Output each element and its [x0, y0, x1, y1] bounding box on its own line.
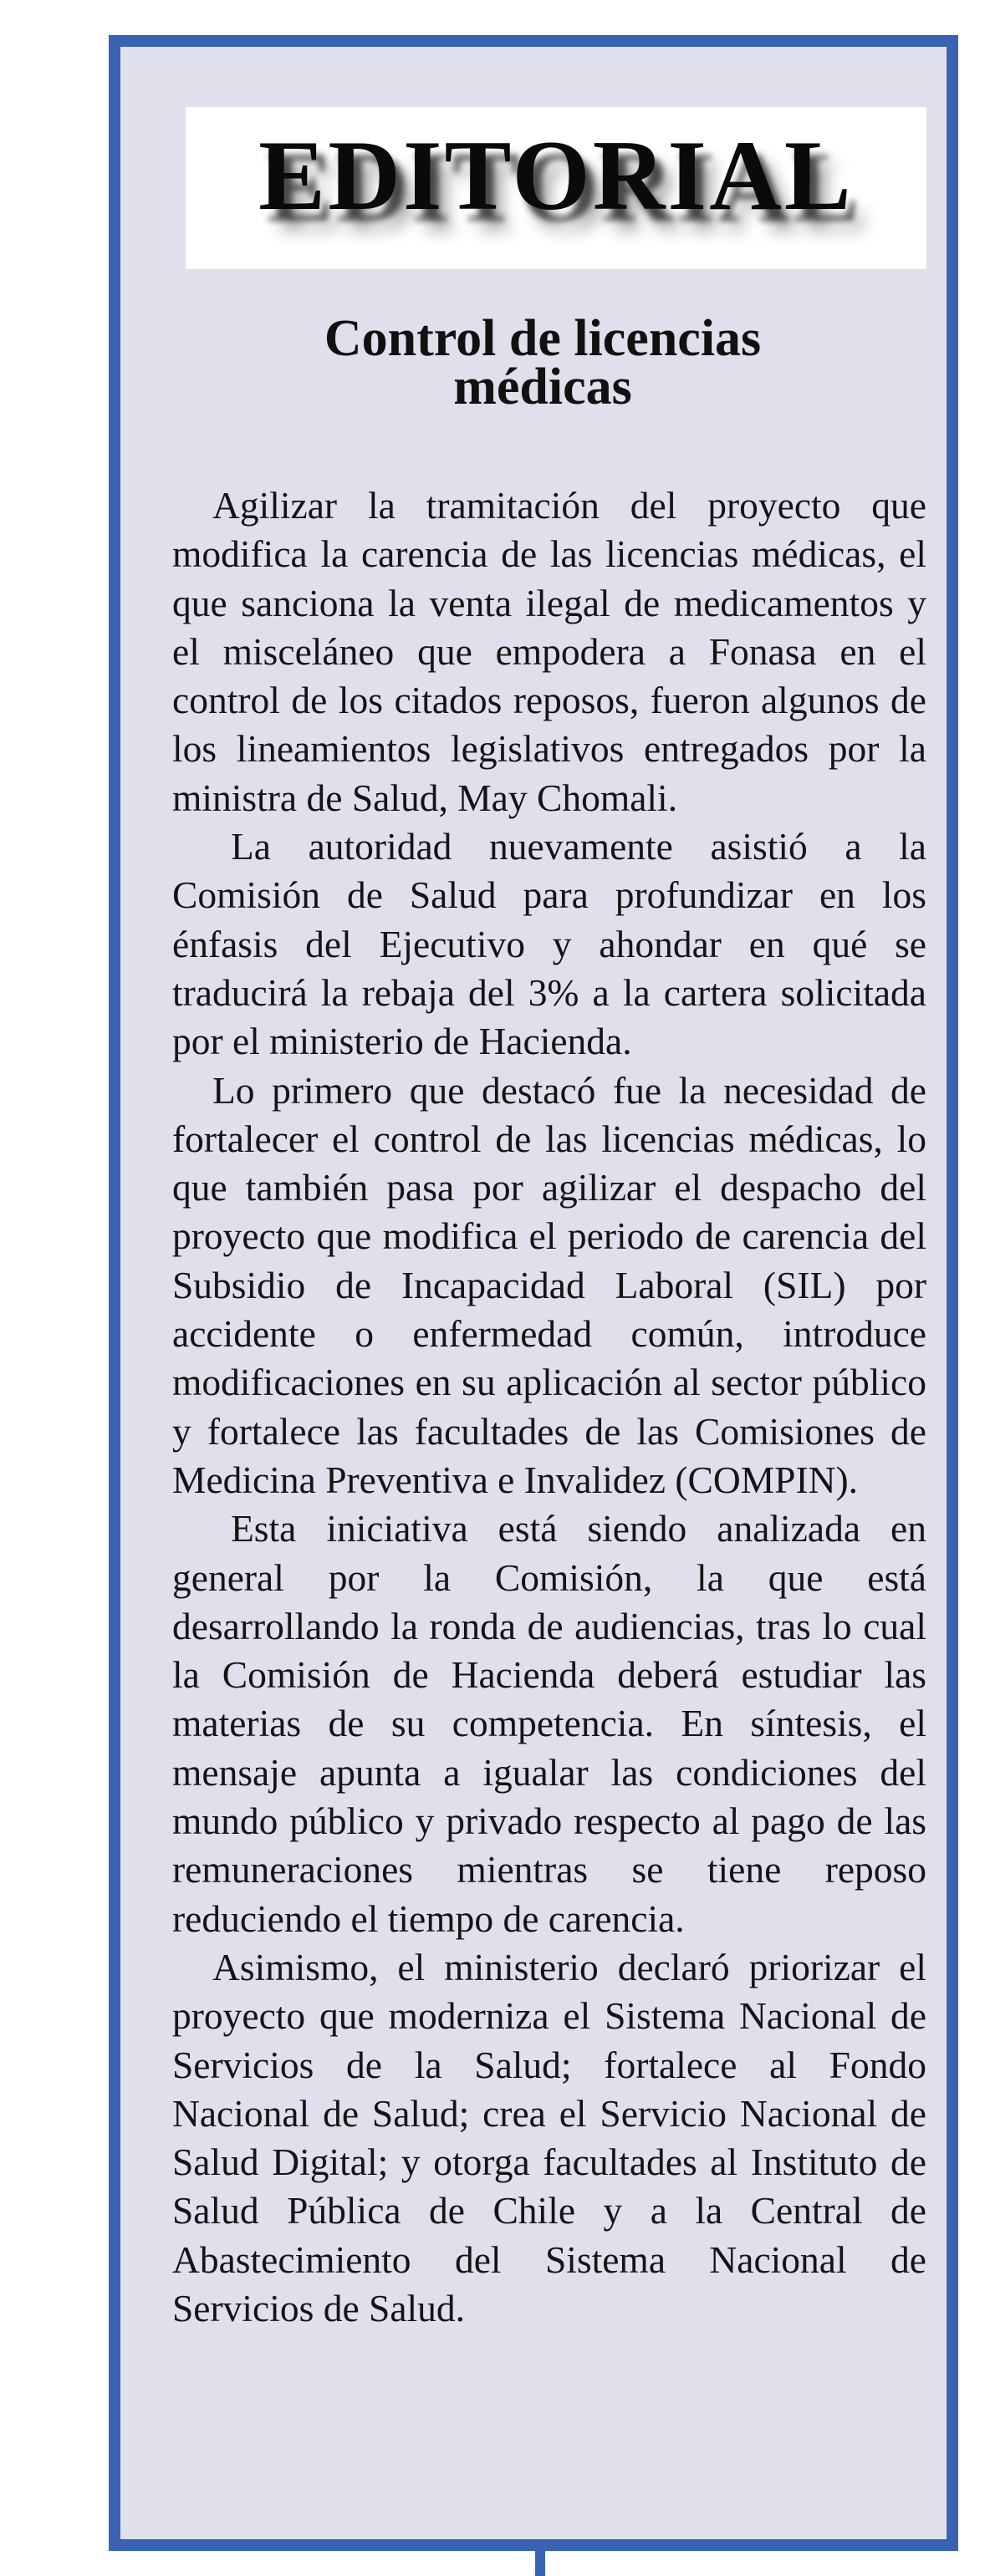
- article-body: [172, 481, 926, 2333]
- editorial-banner: [186, 107, 926, 269]
- paragraph: La autoridad nuevamente asistió a la Comisión de Salud para profundizar en los énfasis del Ejecutivo y ahondar en qué se traducirá la rebaja del 3% a la cartera solicitada por el ministerio de Hacienda.: [172, 825, 926, 1063]
- section-label: EDITORIAL: [258, 120, 854, 231]
- paragraph: Asimismo, el ministerio declaró priorizar el proyecto que moderniza el Sistema Nacional de Servicios de la Salud; fortalece al Fondo Nacional de Salud; crea el Servicio Nacional de Salud Digital; y otorga facultades al Instituto de Salud Pública de Chile y a la Central de Abastecimiento del Sistema Nacional de Servicios de Salud.: [172, 1945, 926, 2329]
- paragraph: Agilizar la tramitación del proyecto que modifica la carencia de las licencias médicas, el que sanciona la venta ilegal de medicamentos y el misceláneo que empodera a Fonasa en el control de los citados reposos, fueron algunos de los lineamientos legislativos entregados por la ministra de Salud, May Chomali.: [172, 484, 926, 819]
- headline: Control de licencias médicas: [324, 310, 762, 415]
- editorial-box: [109, 35, 958, 2551]
- paragraph: Lo primero que destacó fue la necesidad de fortalecer el control de las licencias médicas, lo que también pasa por agilizar el despacho del proyecto que modifica el periodo de carencia del Subsidio de Incapacidad Laboral (SIL) por accidente o enfermedad común, introduce modificaciones en su aplicación al sector público y fortalece las facultades de las Comisiones de Medicina Preventiva e Invalidez (COMPIN).: [172, 1068, 926, 1501]
- paragraph: Esta iniciativa está siendo analizada en general por la Comisión, la que está desarrollando la ronda de audiencias, tras lo cual la Comisión de Hacienda deberá estudiar las materias de su competencia. En síntesis, el mensaje apunta a igualar las condiciones del mundo público y privado respecto al pago de las remuneraciones mientras se tiene reposo reduciendo el tiempo de carencia.: [172, 1507, 926, 1940]
- page-edge-mark: [535, 2551, 545, 2576]
